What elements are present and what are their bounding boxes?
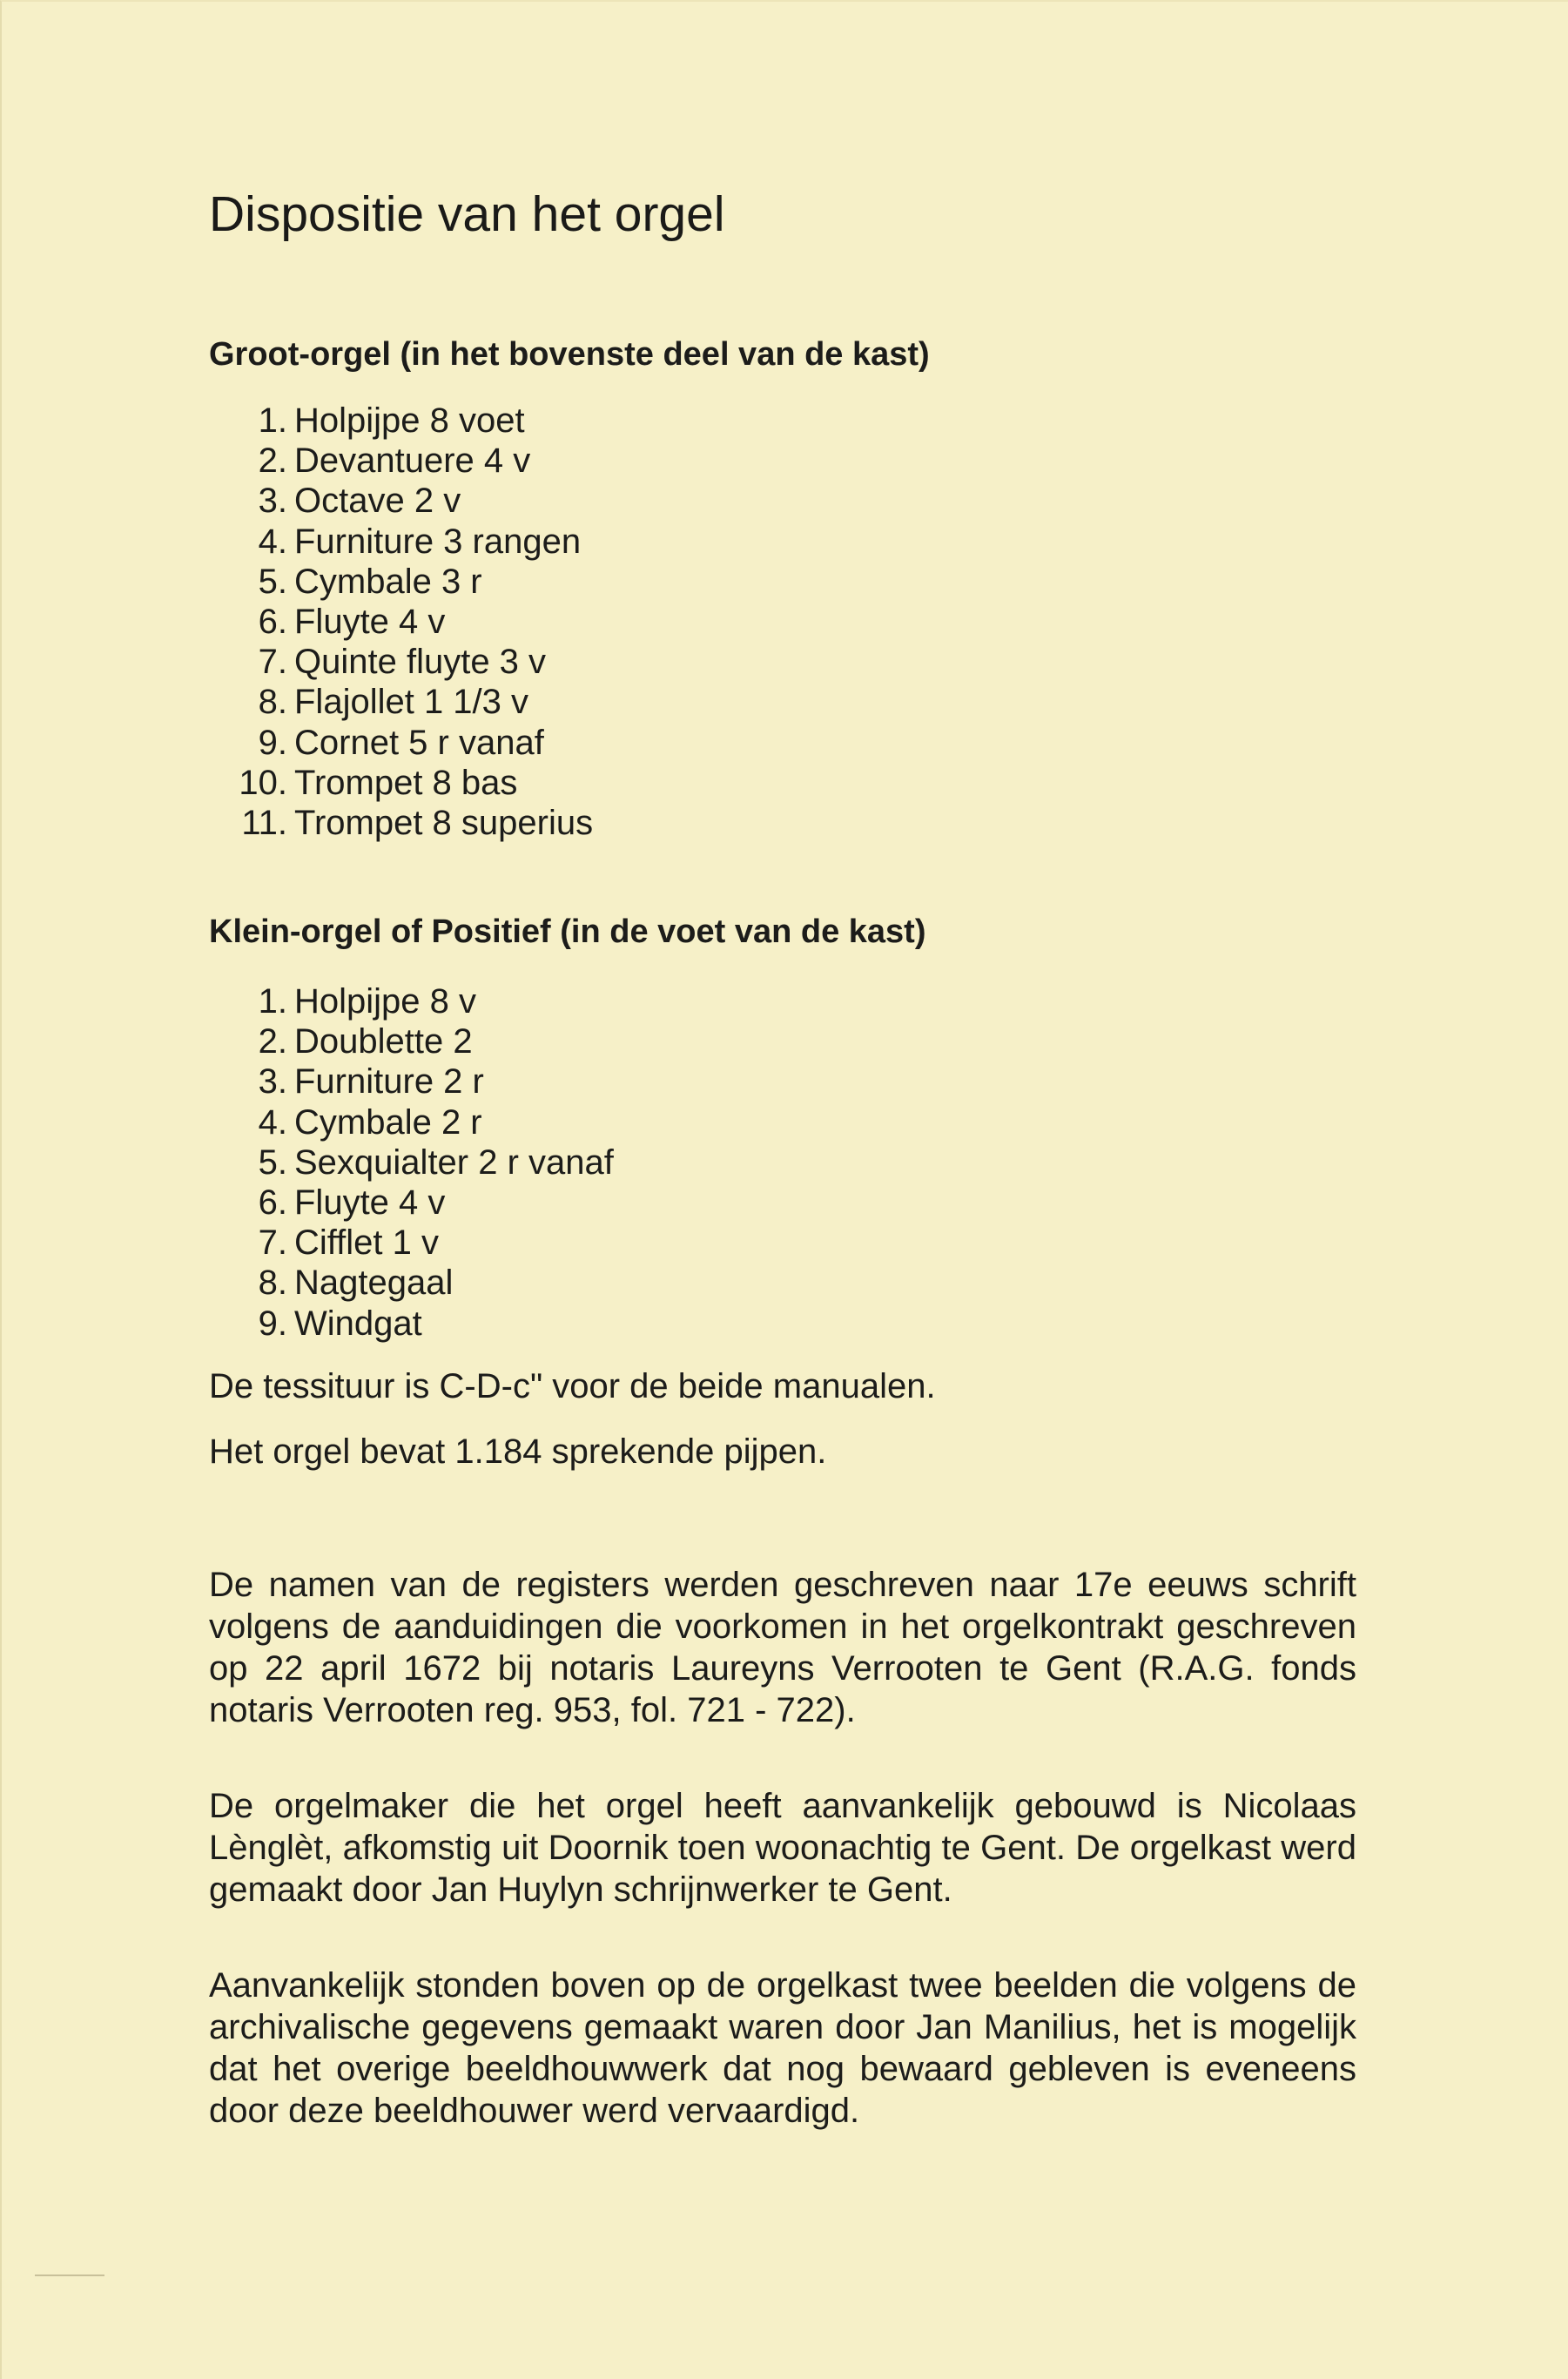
stop-item	[209, 1183, 614, 1223]
stop-name: Sexquialter 2 r vanaf	[294, 1142, 614, 1182]
stop-item	[209, 602, 593, 642]
page-title: Dispositie van het orgel	[209, 186, 725, 242]
stop-name: Cymbale 2 r	[294, 1102, 482, 1142]
stop-item	[209, 401, 593, 441]
stop-number: 6.	[258, 603, 287, 642]
stop-name: Trompet 8 bas	[294, 763, 518, 802]
tessituur-note: De tessituur is C-D-c" voor de beide manualen.	[209, 1367, 936, 1405]
stop-item	[209, 1061, 614, 1102]
stop-number: 11.	[241, 804, 287, 843]
stop-number: 9.	[258, 1304, 287, 1343]
stop-number: 4.	[258, 1102, 287, 1142]
stop-name: Octave 2 v	[294, 482, 461, 521]
stop-name: Doublette 2	[294, 1022, 473, 1061]
stop-item	[209, 723, 593, 763]
stop-item	[209, 763, 593, 803]
stop-item	[209, 1304, 614, 1344]
register-names-paragraph: De namen van de registers werden geschreven naar 17e eeuws schrift volgens de aanduidingen die voorkomen in het orgelkontrakt geschreven op 22 april 1672 bij notaris Laureyns Verrooten te Gent (R.A.G. fonds notaris Verrooten reg. 953, fol. 721 - 722).	[209, 1566, 1356, 1729]
stop-number: 6.	[258, 1183, 287, 1223]
stop-name: Holpijpe 8 v	[294, 982, 477, 1021]
stop-item	[209, 1223, 614, 1263]
klein-orgel-stop-list	[209, 981, 614, 1344]
pipe-count-note: Het orgel bevat 1.184 sprekende pijpen.	[209, 1432, 827, 1471]
stop-item	[209, 522, 593, 562]
stop-item	[209, 642, 593, 682]
stop-name: Devantuere 4 v	[294, 441, 531, 481]
stop-number: 1.	[258, 401, 287, 440]
stop-name: Furniture 3 rangen	[294, 522, 582, 561]
stop-number: 7.	[258, 643, 287, 682]
stop-name: Cifflet 1 v	[294, 1223, 439, 1263]
stop-name: Fluyte 4 v	[294, 603, 446, 642]
stop-item	[209, 441, 593, 481]
statues-paragraph: Aanvankelijk stonden boven op de orgelkast twee beelden die volgens de archivalische gegevens gemaakt waren door Jan Manilius, het is mogelijk dat het overige beeldhouwwerk dat nog bewaard gebleven is eveneens door deze beeldhouwer werd vervaardigd.	[209, 1966, 1356, 2130]
stop-name: Trompet 8 superius	[294, 804, 594, 843]
stop-item	[209, 1021, 614, 1061]
stop-name: Nagtegaal	[294, 1264, 454, 1303]
stop-name: Holpijpe 8 voet	[294, 401, 525, 440]
stop-name: Fluyte 4 v	[294, 1183, 446, 1223]
groot-orgel-heading: Groot-orgel (in het bovenste deel van de kast)	[209, 336, 930, 373]
stop-number: 3.	[258, 482, 287, 521]
stop-item	[209, 1102, 614, 1142]
organ-builder-paragraph: De orgelmaker die het orgel heeft aanvankelijk gebouwd is Nicolaas Lènglèt, afkomstig uit Doornik toen woonachtig te Gent. De orgelkast werd gemaakt door Jan Huylyn schrijnwerker te Gent.	[209, 1787, 1356, 1909]
stop-number: 10.	[239, 763, 287, 802]
stop-number: 1.	[258, 982, 287, 1021]
stop-number: 8.	[258, 683, 287, 722]
stop-name: Quinte fluyte 3 v	[294, 643, 547, 682]
groot-orgel-stop-list	[209, 401, 593, 843]
stop-number: 2.	[258, 1022, 287, 1061]
stop-item	[209, 682, 593, 722]
stop-item	[209, 981, 614, 1021]
stop-item	[209, 1263, 614, 1303]
stop-number: 5.	[258, 1142, 287, 1182]
stop-name: Furniture 2 r	[294, 1062, 484, 1102]
stop-item	[209, 1142, 614, 1183]
stop-number: 9.	[258, 723, 287, 762]
klein-orgel-heading: Klein-orgel of Positief (in de voet van de kast)	[209, 913, 926, 950]
stop-name: Flajollet 1 1/3 v	[294, 683, 529, 722]
stop-number: 2.	[258, 441, 287, 481]
stop-number: 7.	[258, 1223, 287, 1263]
stop-item	[209, 562, 593, 602]
stop-name: Cymbale 3 r	[294, 562, 482, 601]
edge-mark	[35, 2275, 104, 2276]
stop-number: 4.	[258, 522, 287, 561]
stop-name: Windgat	[294, 1304, 422, 1343]
stop-number: 8.	[258, 1264, 287, 1303]
stop-name: Cornet 5 r vanaf	[294, 723, 544, 762]
stop-number: 5.	[258, 562, 287, 601]
stop-number: 3.	[258, 1062, 287, 1102]
stop-item	[209, 481, 593, 521]
stop-item	[209, 803, 593, 843]
